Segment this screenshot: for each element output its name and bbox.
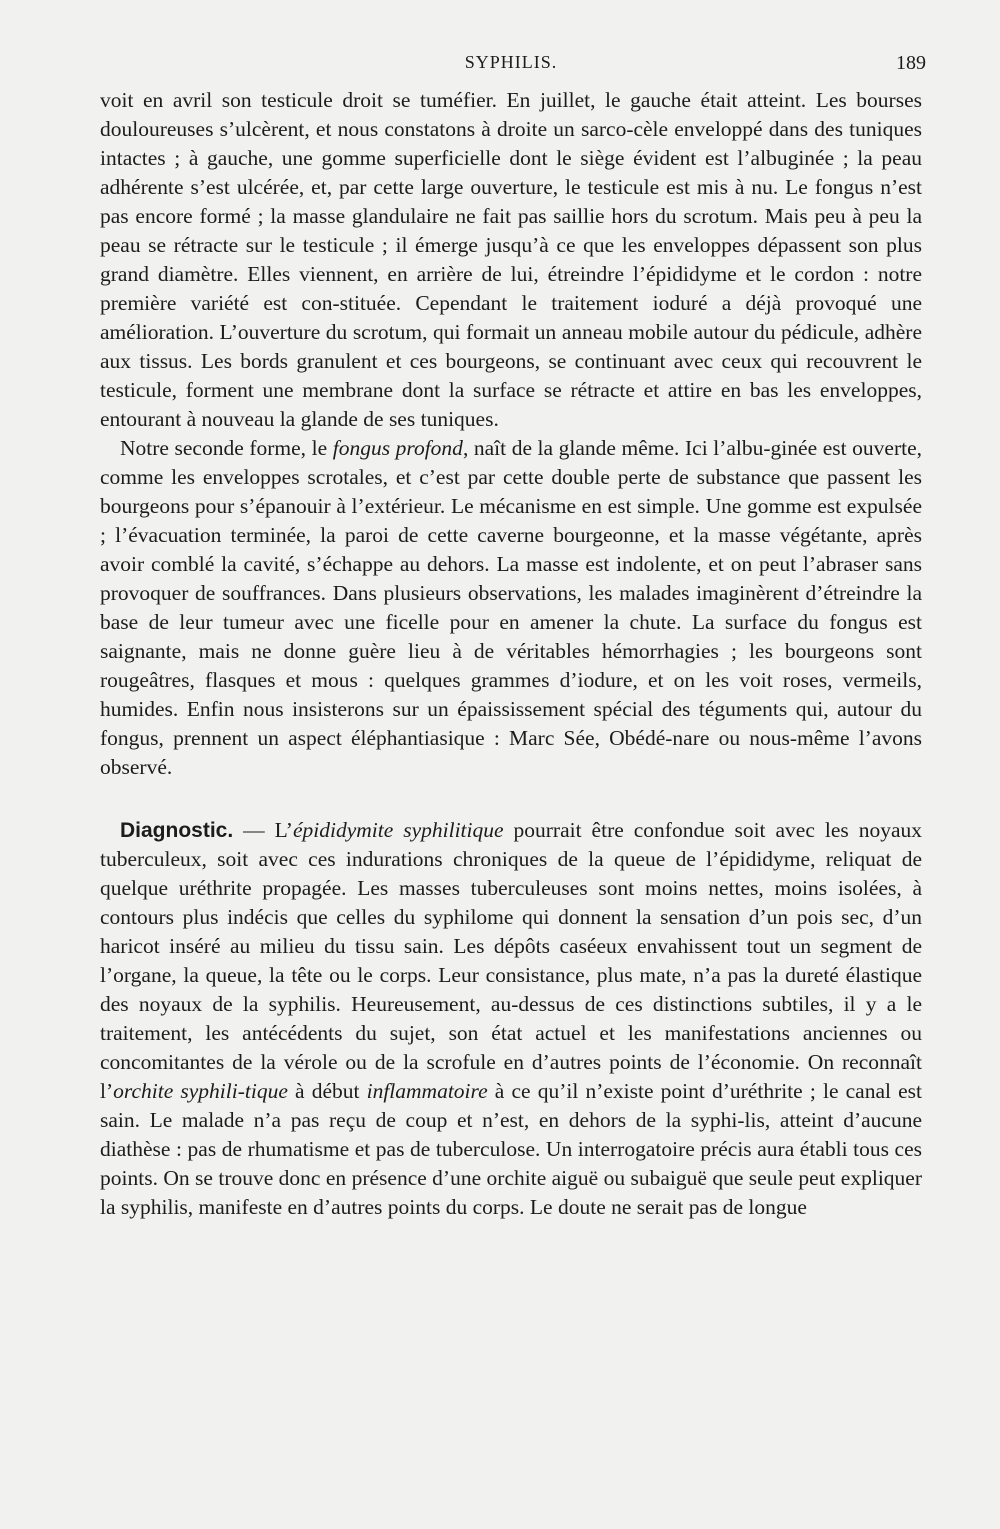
- text-run: à ce qu’il n’existe point d’uréthrite ; le canal est sain. Le malade n’a pas reçu de coup et n’est, en dehors de la syphi-lis, atteint d’aucune diathèse : pas de rhumatisme et pas de tuberculose. Un interrogatoire précis aura établi tous ces points. On se trouve donc en présence d’une orchite aiguë ou subaiguë que seule peut expliquer la syphilis, manifeste en d’autres points du corps. Le doute ne serait pas de longue: [100, 1079, 923, 1219]
- section-heading-diagnostic: Diagnostic.: [120, 819, 234, 842]
- text-run: , naît de la glande même. Ici l’albu-ginée est ouverte, comme les enveloppes scrotales, et c’est par cette double perte de substance que passent les bourgeons pour s’épanouir à l’extérieur. Le mécanisme en est simple. Une gomme est expulsée ; l’évacuation terminée, la paroi de cette caverne bourgeonne, et la masse végétante, après avoir comblé la cavité, s’échappe au dehors. La masse est indolente, et on peut l’abraser sans provoquer de souffrances. Dans plusieurs observations, les malades imaginèrent d’étreindre la base de leur tumeur avec une ficelle pour en amener la chute. La surface du fongus est saignante, mais ne donne guère lieu à de véritables hémorrhagies ; les bourgeons sont rougeâtres, flasques et mous : quelques grammes d’iodure, et on les voit roses, vermeils, humides. Enfin nous insisterons sur un épaississement spécial des téguments qui, autour du fongus, prennent un aspect éléphantiasique : Marc Sée, Obédé-nare ou nous-même l’avons observé.: [100, 436, 922, 779]
- running-head: [100, 46, 926, 86]
- page-number: 189: [896, 52, 926, 74]
- running-title: SYPHILIS.: [464, 52, 558, 72]
- paragraph-fongus-profond: [100, 434, 922, 782]
- paragraph-diagnostic: [100, 816, 922, 1222]
- italic-term: épididymite syphilitique: [292, 818, 504, 842]
- text-run: pourrait être confondue soit avec les noyaux tuberculeux, soit avec ces indurations chroniques de la queue de l’épididyme, reliquat de quelque uréthrite propagée. Les masses tuberculeuses sont moins nettes, moins isolées, à contours plus indécis que celles du syphilome qui donnent la sensation d’un pois sec, d’un haricot inséré au milieu du tissu sain. Les dépôts caséeux envahissent tout un segment de l’organe, la queue, la tête ou le corps. Leur consistance, plus mate, n’a pas la dureté élastique des noyaux de la syphilis. Heureusement, au-dessus de ces distinctions subtiles, il y a le traitement, les antécédents du sujet, son état actuel et les manifestations anciennes ou concomitantes de la vérole ou de la scrofule en d’autres points de l’économie. On reconnaît l’: [100, 818, 922, 1103]
- text-run: voit en avril son testicule droit se tuméfier. En juillet, le gauche était atteint. Les bourses douloureuses s’ulcèrent, et nous constatons à droite un sarco-cèle enveloppé dans des tuniques intactes ; à gauche, une gomme superficielle dont le siège évident est l’albuginée ; la peau adhérente s’est ulcérée, et, par cette large ouverture, le testicule est mis à nu. Le fongus n’est pas encore formé ; la masse glandulaire ne fait pas saillie hors du scrotum. Mais peu à peu la peau se rétracte sur le testicule ; il émerge jusqu’à ce que les enveloppes dépassent son plus grand diamètre. Elles viennent, en arrière de lui, étreindre l’épididyme et le cordon : notre première variété est con-stituée. Cependant le traitement ioduré a déjà provoqué une amélioration. L’ouverture du scrotum, qui formait un anneau mobile autour du pédicule, adhère aux tissus. Les bords granulent et ces bourgeons, se continuant avec ceux qui recouvrent le testicule, forment une membrane dont la surface se rétracte et attire en bas les enveloppes, entourant à nouveau la glande de ses tuniques.: [100, 88, 922, 431]
- text-run: Notre seconde forme, le: [120, 436, 333, 460]
- italic-term: inflammatoire: [366, 1079, 488, 1103]
- paragraph-continued: [100, 86, 922, 434]
- text-run: à début: [287, 1079, 367, 1103]
- italic-term: fongus profond: [332, 436, 463, 460]
- italic-term: orchite syphili-tique: [113, 1079, 288, 1103]
- text-run: — L’: [233, 818, 293, 842]
